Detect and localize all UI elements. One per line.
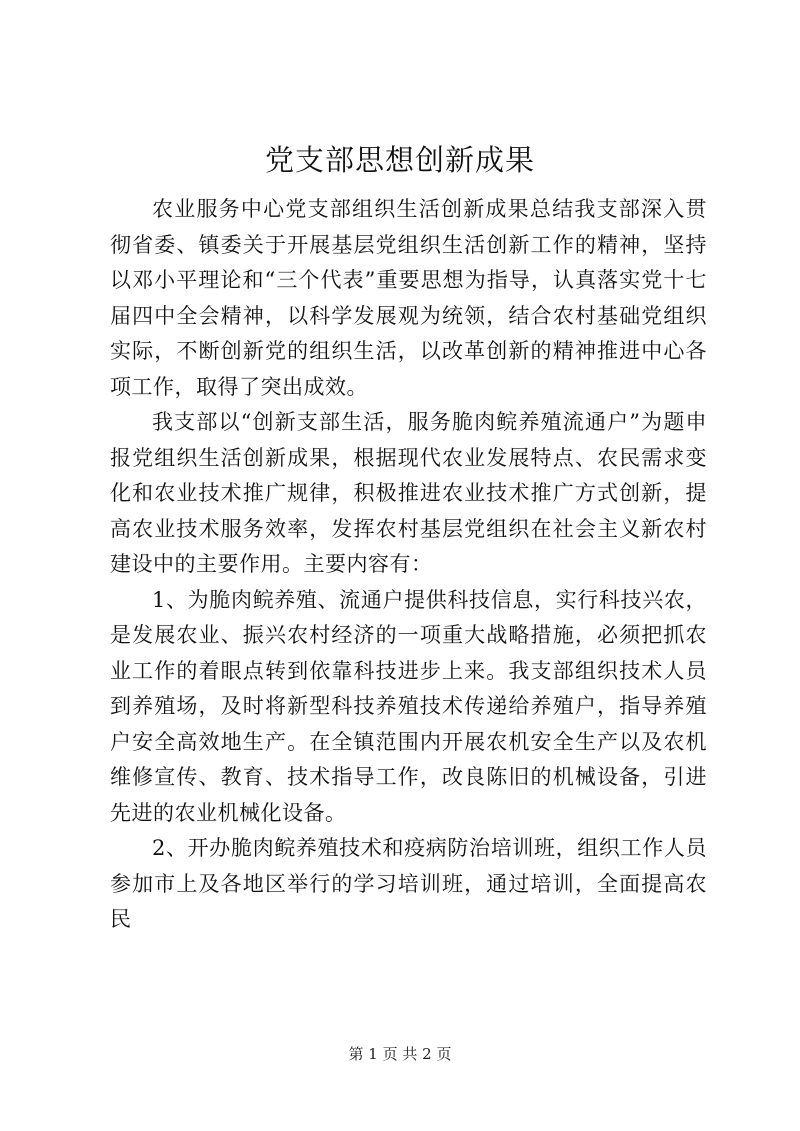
- paragraph-topic: 我支部以“创新支部生活，服务脆肉鲩养殖流通户”为题申报党组织生活创新成果，根据现代农业发展特点、农民需求变化和农业技术推广规律，积极推进农业技术推广方式创新，提高农业技术服务效率，发挥农村基层党组织在社会主义新农村建设中的主要作用。主要内容有：: [110, 410, 707, 576]
- paragraph-item-2: 2、开办脆肉鲩养殖技术和疫病防治培训班，组织工作人员参加市上及各地区举行的学习培训班，通过培训，全面提高农民: [110, 836, 707, 931]
- document-title: 党支部思想创新成果: [264, 143, 535, 177]
- paragraph-intro: 农业服务中心党支部组织生活创新成果总结我支部深入贯彻省委、镇委关于开展基层党组织生活创新工作的精神，坚持以邓小平理论和“三个代表”重要思想为指导，认真落实党十七届四中全会精神，以科学发展观为统领，结合农村基础党组织实际，不断创新党的组织生活，以改革创新的精神推进中心各项工作，取得了突出成效。: [110, 197, 707, 399]
- page-footer: 第 1 页 共 2 页: [348, 1045, 452, 1063]
- document-body: [110, 192, 707, 938]
- paragraph-item-1: 1、为脆肉鲩养殖、流通户提供科技信息，实行科技兴农，是发展农业、振兴农村经济的一项重大战略措施，必须把抓农业工作的着眼点转到依靠科技进步上来。我支部组织技术人员到养殖场，及时将新型科技养殖技术传递给养殖户，指导养殖户安全高效地生产。在全镇范围内开展农机安全生产以及农机维修宣传、教育、技术指导工作，改良陈旧的机械设备，引进先进的农业机械化设备。: [110, 587, 707, 825]
